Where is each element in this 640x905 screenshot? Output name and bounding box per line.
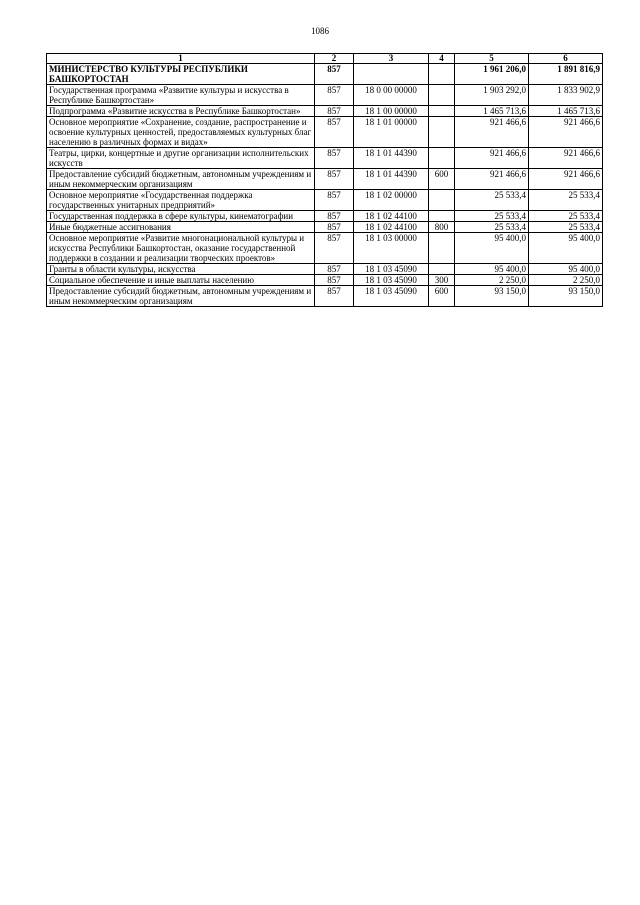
table-row	[47, 85, 603, 106]
amount-year1-cell: 2 250,0	[455, 275, 529, 286]
table-row	[47, 222, 603, 233]
table-row	[47, 64, 603, 85]
amount-year2-cell: 93 150,0	[529, 286, 603, 307]
table-row	[47, 190, 603, 211]
row-name-cell: Социальное обеспечение и иные выплаты населению	[47, 275, 315, 286]
ministry-code-cell: 857	[315, 264, 354, 275]
row-name-cell: Государственная программа «Развитие культуры и искусства в Республике Башкортостан»	[47, 85, 315, 106]
amount-year2-cell: 2 250,0	[529, 275, 603, 286]
target-article-cell: 18 1 02 44100	[354, 211, 429, 222]
amount-year2-cell: 1 891 816,9	[529, 64, 603, 85]
table-row	[47, 169, 603, 190]
amount-year2-cell: 25 533,4	[529, 190, 603, 211]
expense-type-cell	[429, 190, 455, 211]
target-article-cell: 18 1 00 00000	[354, 106, 429, 117]
ministry-code-cell: 857	[315, 148, 354, 169]
amount-year2-cell: 25 533,4	[529, 222, 603, 233]
amount-year2-cell: 1 465 713,6	[529, 106, 603, 117]
expense-type-cell	[429, 264, 455, 275]
target-article-cell: 18 1 02 44100	[354, 222, 429, 233]
expense-type-cell: 800	[429, 222, 455, 233]
row-name-cell: Предоставление субсидий бюджетным, автономным учреждениям и иным некоммерческим организациям	[47, 286, 315, 307]
amount-year1-cell: 95 400,0	[455, 233, 529, 264]
ministry-code-cell: 857	[315, 85, 354, 106]
column-header-2: 2	[315, 54, 354, 64]
column-header-1: 1	[47, 54, 315, 64]
amount-year1-cell: 25 533,4	[455, 211, 529, 222]
ministry-code-cell: 857	[315, 286, 354, 307]
budget-table	[46, 53, 603, 307]
table-row	[47, 106, 603, 117]
ministry-code-cell: 857	[315, 106, 354, 117]
target-article-cell: 18 1 01 00000	[354, 117, 429, 148]
amount-year1-cell: 25 533,4	[455, 190, 529, 211]
column-header-6: 6	[529, 54, 603, 64]
column-header-4: 4	[429, 54, 455, 64]
amount-year1-cell: 921 466,6	[455, 169, 529, 190]
row-name-cell: Предоставление субсидий бюджетным, автономным учреждениям и иным некоммерческим организациям	[47, 169, 315, 190]
amount-year1-cell: 1 961 206,0	[455, 64, 529, 85]
amount-year2-cell: 95 400,0	[529, 233, 603, 264]
ministry-code-cell: 857	[315, 64, 354, 85]
target-article-cell: 18 1 01 44390	[354, 169, 429, 190]
amount-year2-cell: 95 400,0	[529, 264, 603, 275]
target-article-cell: 18 1 01 44390	[354, 148, 429, 169]
expense-type-cell	[429, 106, 455, 117]
ministry-code-cell: 857	[315, 211, 354, 222]
column-header-3: 3	[354, 54, 429, 64]
row-name-cell: МИНИСТЕРСТВО КУЛЬТУРЫ РЕСПУБЛИКИ БАШКОРТОСТАН	[47, 64, 315, 85]
table-row	[47, 148, 603, 169]
amount-year1-cell: 921 466,6	[455, 117, 529, 148]
expense-type-cell	[429, 64, 455, 85]
target-article-cell: 18 0 00 00000	[354, 85, 429, 106]
ministry-code-cell: 857	[315, 117, 354, 148]
row-name-cell: Основное мероприятие «Государственная поддержка государственных унитарных предприятий»	[47, 190, 315, 211]
target-article-cell: 18 1 03 45090	[354, 264, 429, 275]
expense-type-cell	[429, 117, 455, 148]
amount-year1-cell: 1 903 292,0	[455, 85, 529, 106]
amount-year2-cell: 1 833 902,9	[529, 85, 603, 106]
page-number: 1086	[311, 26, 329, 36]
amount-year1-cell: 921 466,6	[455, 148, 529, 169]
row-name-cell: Подпрограмма «Развитие искусства в Республике Башкортостан»	[47, 106, 315, 117]
table-row	[47, 233, 603, 264]
ministry-code-cell: 857	[315, 275, 354, 286]
amount-year1-cell: 1 465 713,6	[455, 106, 529, 117]
ministry-code-cell: 857	[315, 169, 354, 190]
amount-year2-cell: 921 466,6	[529, 169, 603, 190]
expense-type-cell: 600	[429, 286, 455, 307]
row-name-cell: Основное мероприятие «Развитие многонациональной культуры и искусства Республики Башкортостан, оказание государственной поддержки в создании и реализации творческих проектов»	[47, 233, 315, 264]
expense-type-cell: 600	[429, 169, 455, 190]
amount-year1-cell: 25 533,4	[455, 222, 529, 233]
target-article-cell: 18 1 03 45090	[354, 286, 429, 307]
target-article-cell: 18 1 03 00000	[354, 233, 429, 264]
table-row	[47, 264, 603, 275]
ministry-code-cell: 857	[315, 233, 354, 264]
row-name-cell: Гранты в области культуры, искусства	[47, 264, 315, 275]
row-name-cell: Театры, цирки, концертные и другие организации исполнительских искусств	[47, 148, 315, 169]
amount-year1-cell: 95 400,0	[455, 264, 529, 275]
amount-year2-cell: 25 533,4	[529, 211, 603, 222]
amount-year1-cell: 93 150,0	[455, 286, 529, 307]
table-body	[47, 64, 603, 307]
row-name-cell: Государственная поддержка в сфере культуры, кинематографии	[47, 211, 315, 222]
amount-year2-cell: 921 466,6	[529, 148, 603, 169]
target-article-cell: 18 1 03 45090	[354, 275, 429, 286]
ministry-code-cell: 857	[315, 190, 354, 211]
row-name-cell: Основное мероприятие «Сохранение, создание, распространение и освоение культурных ценностей, предоставляемых культурных благ населению в различных формах и видах»	[47, 117, 315, 148]
table-header-row	[47, 54, 603, 64]
expense-type-cell: 300	[429, 275, 455, 286]
table-row	[47, 286, 603, 307]
expense-type-cell	[429, 233, 455, 264]
expense-type-cell	[429, 85, 455, 106]
table-row	[47, 275, 603, 286]
target-article-cell	[354, 64, 429, 85]
target-article-cell: 18 1 02 00000	[354, 190, 429, 211]
row-name-cell: Иные бюджетные ассигнования	[47, 222, 315, 233]
table-row	[47, 211, 603, 222]
column-header-5: 5	[455, 54, 529, 64]
expense-type-cell	[429, 211, 455, 222]
amount-year2-cell: 921 466,6	[529, 117, 603, 148]
ministry-code-cell: 857	[315, 222, 354, 233]
table-row	[47, 117, 603, 148]
expense-type-cell	[429, 148, 455, 169]
